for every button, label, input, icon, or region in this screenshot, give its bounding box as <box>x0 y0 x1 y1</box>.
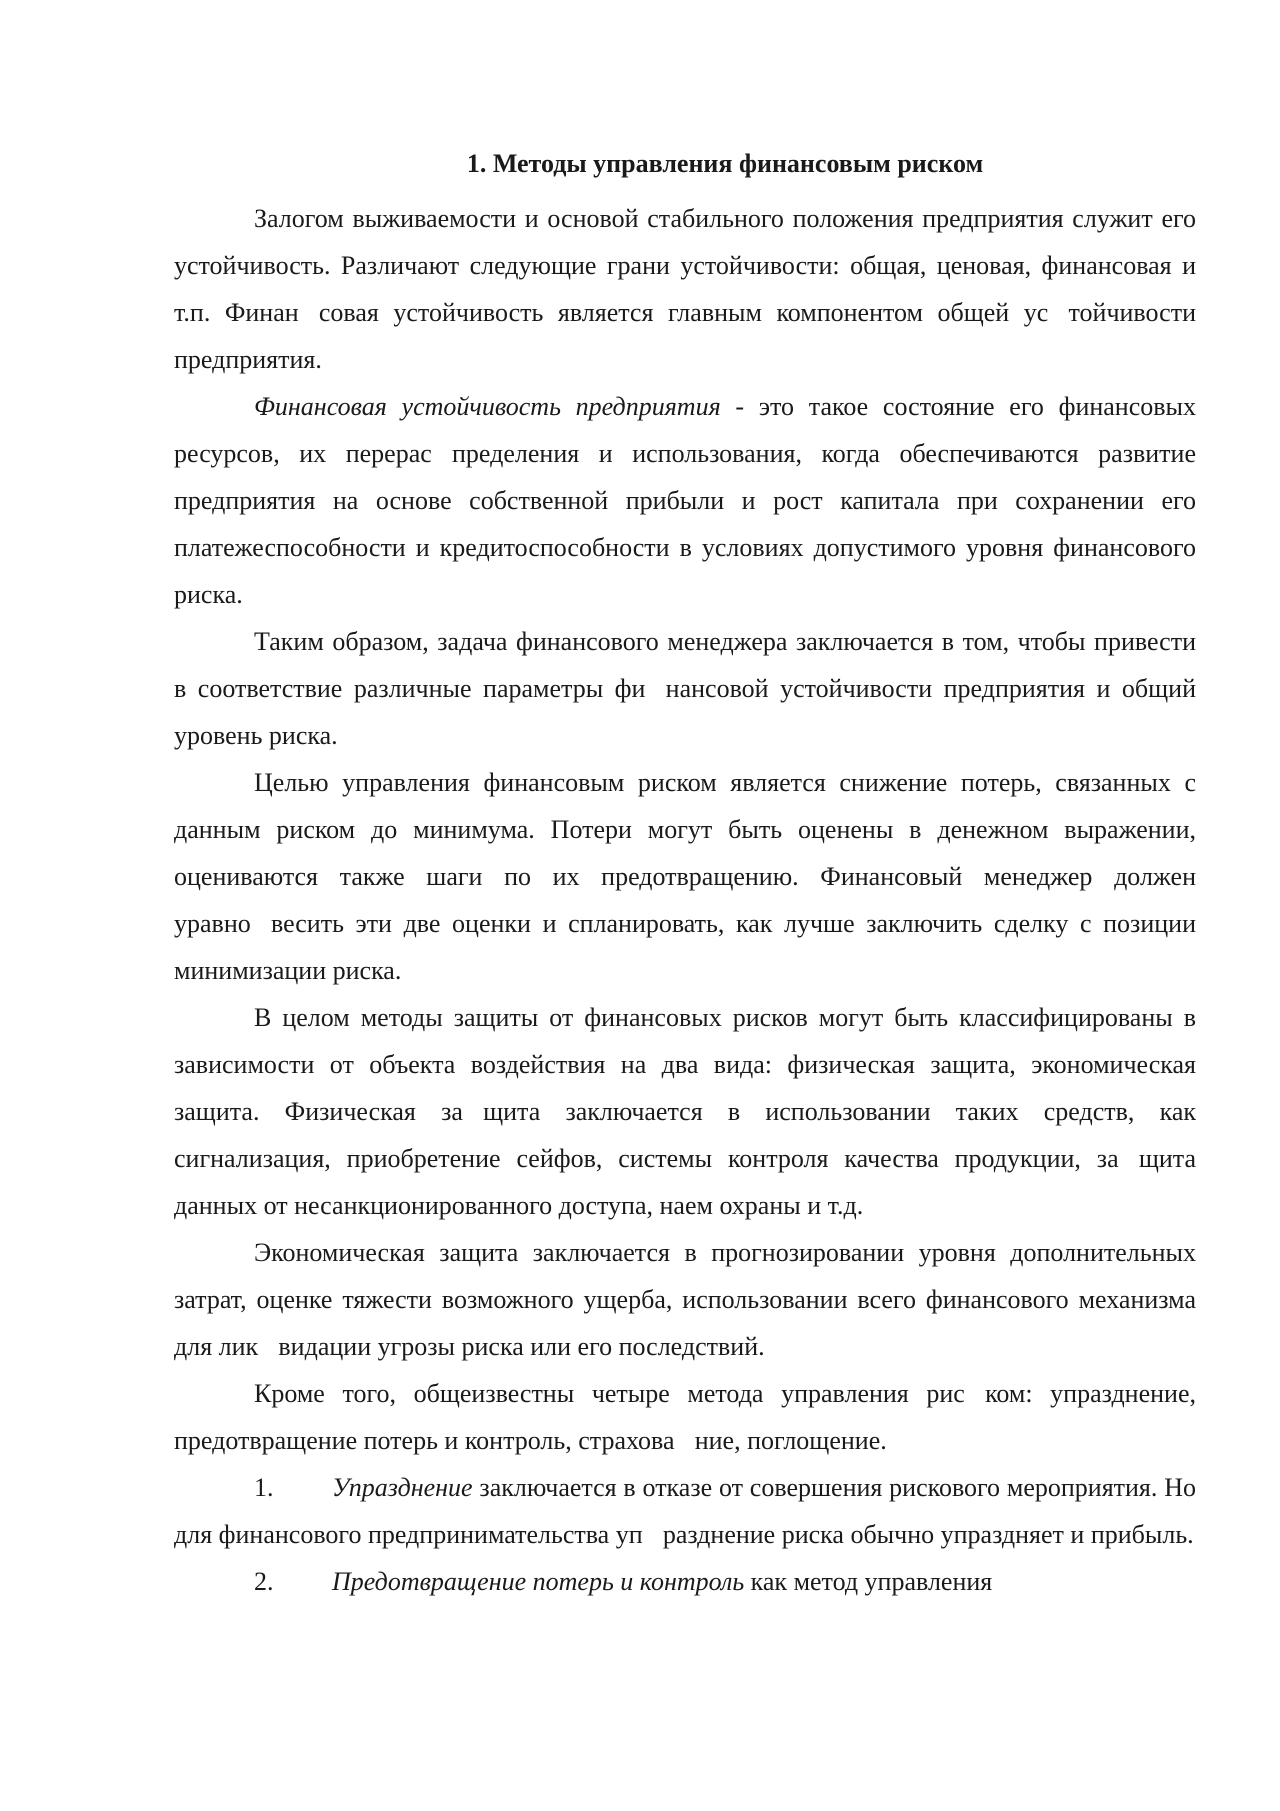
section-heading: 1. Методы управления финансовым риском <box>466 149 984 178</box>
list-item-2 <box>174 1558 1196 1605</box>
paragraph-5: В целом методы защиты от финансовых рисков могут быть классифицированы в зависимости от объекта воздействия на два вида: физическая защита, экономическая защита. Физическая за􀀀щита заключается в использовании таких средств, как сигнализация, приобретение сейфов, системы контроля качества продукции, за􀀀щита данных от несанкционированного доступа, наем охраны и т.д. <box>174 1003 1196 1220</box>
list-item-2-number: 2. <box>254 1567 274 1596</box>
list-item-1-number: 1. <box>254 1473 274 1502</box>
paragraph-3: Таким образом, задача финансового менеджера заключается в том, чтобы привести в соответствие различные параметры фи􀀀нансовой устойчивости предприятия и общий уровень риска. <box>174 627 1196 750</box>
paragraph-2-term: Финансовая устойчивость предприятия <box>254 392 721 421</box>
list-item-2-text: как метод управления <box>744 1567 993 1596</box>
paragraph-1: Залогом выживаемости и основой стабильного положения предприятия служит его устойчивость. Различают следующие грани устойчивости: общая, ценовая, финансовая и т.п. Финан􀀀совая устойчивость является главным компонентом общей ус􀀀тойчивости предприятия. <box>174 204 1196 374</box>
paragraph-2 <box>174 383 1196 618</box>
paragraph-6: Экономическая защита заключается в прогнозировании уровня дополнительных затрат, оценке тяжести возможного ущерба, использовании всего финансового механизма для лик􀀀видации угрозы риска или его последствий. <box>174 1238 1196 1361</box>
list-item-2-term: Предотвращение потерь и контроль <box>332 1567 745 1596</box>
document-body <box>174 140 1196 1605</box>
paragraph-2-text: - это такое состояние его финансовых ресурсов, их перерас􀀀пределения и использования, когда обеспечиваются развитие предприятия на основе собственной прибыли и рост капитала при сохранении его платежеспособности и кредитоспособности в условиях допустимого уровня финансового риска. <box>174 392 1197 609</box>
paragraph-7: Кроме того, общеизвестны четыре метода управления рис􀀀ком: упразднение, предотвращение потерь и контроль, страхова􀀀ние, поглощение. <box>174 1379 1196 1455</box>
paragraph-4: Целью управления финансовым риском является снижение потерь, связанных с данным риском до минимума. Потери могут быть оценены в денежном выражении, оцениваются также шаги по их предотвращению. Финансовый менеджер должен уравно􀀀весить эти две оценки и спланировать, как лучше заключить сделку с позиции минимизации риска. <box>174 768 1196 985</box>
list-item-1 <box>174 1464 1196 1558</box>
list-item-1-term: Упразднение <box>332 1473 473 1502</box>
list-item-1-text: заключается в отказе от совершения рискового мероприятия. Но для финансового предпринимательства уп􀀀разднение риска обычно упраздняет и прибыль. <box>174 1473 1196 1549</box>
